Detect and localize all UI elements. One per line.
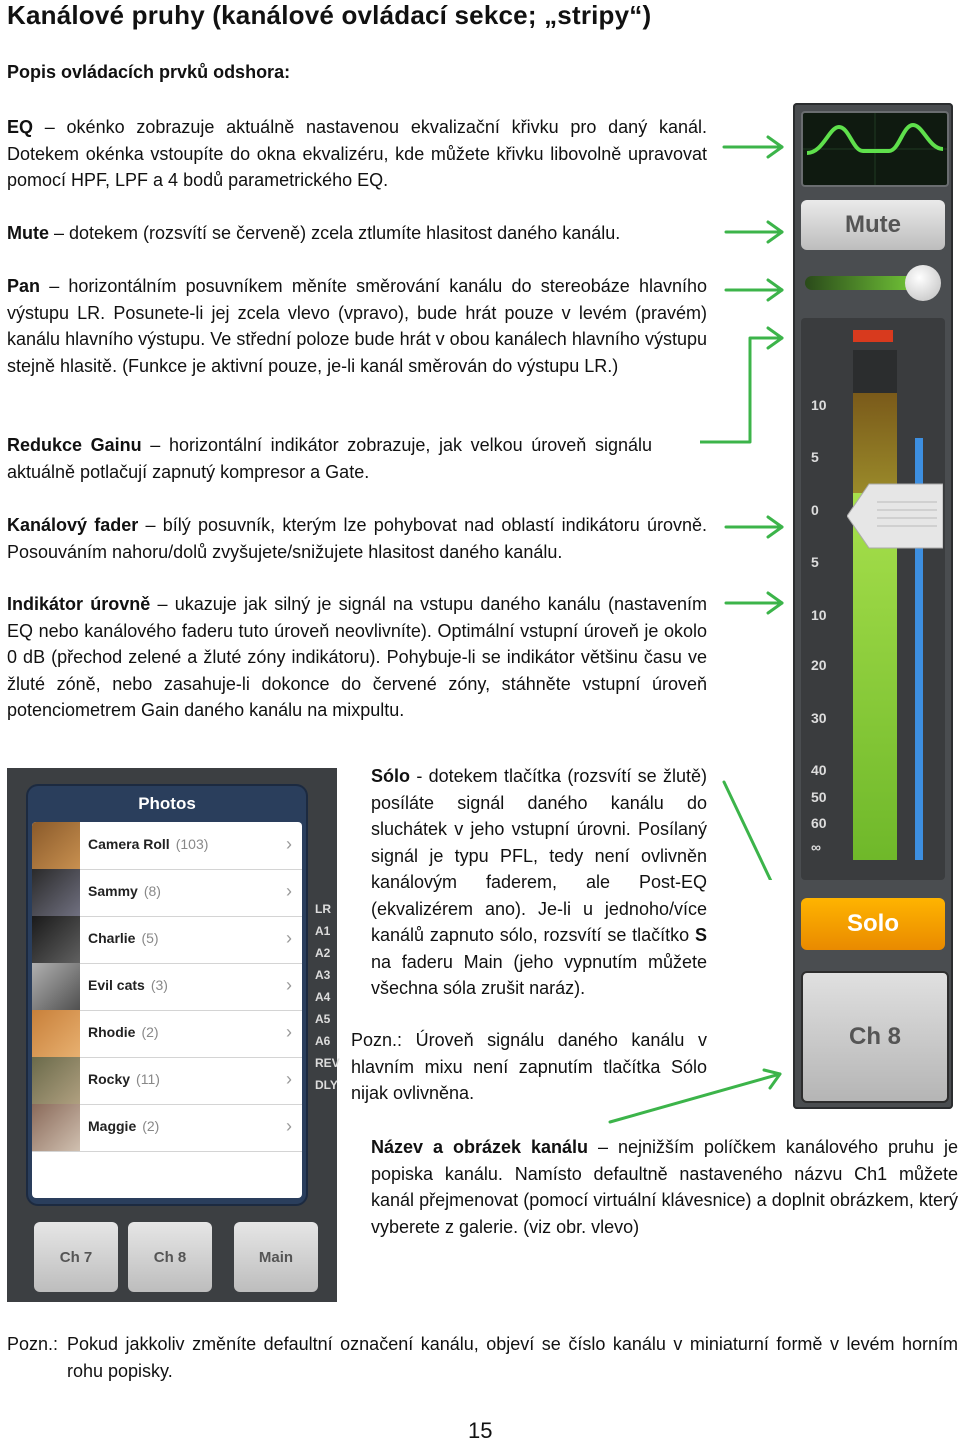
channel-button-ch7[interactable]: Ch 7 <box>34 1222 118 1292</box>
meter-scale-label: ∞ <box>811 839 821 855</box>
album-thumbnail <box>32 963 80 1010</box>
meter-text: – ukazuje jak silný je signál na vstupu daného kanálu (nastavením EQ nebo kanálového faderu tuto úroveň neovlivníte). Optimální vstupní úroveň je okolo 0 dB (přechod zelené a žluté zóny indikátoru). Pohybuje-li se indikátor většinu času ve žluté zóně, nebo zasahuje-li dokonce do červené zóny, stáhněte vstupní úroveň potenciometrem Gain daného kanálu na mixpultu. <box>7 594 707 720</box>
album-label: Evil cats (3) <box>88 977 168 993</box>
solo-paragraph <box>371 763 707 1002</box>
side-label: A1 <box>315 924 331 938</box>
album-row[interactable] <box>32 869 302 917</box>
meter-term: Indikátor úrovně <box>7 594 151 614</box>
chevron-right-icon: › <box>286 928 292 948</box>
channel-button-main[interactable]: Main <box>234 1222 318 1292</box>
footnote-text: Pokud jakkoliv změníte defaultní označení kanálu, objeví se číslo kanálu v miniaturní formě v levém horním rohu popisky. <box>67 1334 958 1381</box>
gain-term: Redukce Gainu <box>7 435 142 455</box>
pan-slider[interactable] <box>801 268 945 298</box>
photos-popover <box>28 786 306 1204</box>
section-subheading: Popis ovládacích prvků odshora: <box>7 62 291 82</box>
meter-scale-label: 10 <box>811 397 827 413</box>
solo-s-key: S <box>694 925 707 945</box>
fader-term: Kanálový fader <box>7 515 139 535</box>
fader-paragraph <box>7 512 707 565</box>
arrow-fader-icon <box>726 517 782 537</box>
solo-text-1: - dotekem tlačítka (rozsvítí se žlutě) posíláte signál daného kanálu do sluchátek v jeho vstupní úrovni. Posílaný signál je typu PFL, tedy není ovlivněn kanálovým faderem, ale Post-EQ (ekvalizérem ano). Je-li u jednoho/více kanálů zapnuto sólo, rozsvítí se tlačítko <box>371 766 707 945</box>
name-paragraph <box>371 1134 958 1240</box>
solo-note: Pozn.: Úroveň signálu daného kanálu v hlavním mixu není zapnutím tlačítka Sólo nijak ovlivněna. <box>351 1030 707 1103</box>
album-thumbnail <box>32 1010 80 1057</box>
eq-window[interactable] <box>801 111 949 187</box>
album-row[interactable] <box>32 1010 302 1058</box>
callout-arrows <box>700 120 800 880</box>
level-meter-yellow-zone <box>853 393 897 493</box>
album-row[interactable] <box>32 963 302 1011</box>
meter-scale-label: 50 <box>811 789 827 805</box>
album-row[interactable] <box>32 1057 302 1105</box>
meter-scale-label: 0 <box>811 502 819 518</box>
solo-term: Sólo <box>371 766 410 786</box>
album-thumbnail <box>32 1057 80 1104</box>
album-label: Camera Roll (103) <box>88 836 209 852</box>
fader-knob[interactable] <box>847 480 943 552</box>
channel-name-button[interactable]: Ch 8 <box>801 971 949 1103</box>
meter-scale-label: 20 <box>811 657 827 673</box>
footnote-label: Pozn.: <box>7 1334 59 1354</box>
meter-paragraph <box>7 591 707 724</box>
arrow-meter-icon <box>726 593 782 613</box>
pan-term: Pan <box>7 276 41 296</box>
album-label: Sammy (8) <box>88 883 161 899</box>
side-label: A6 <box>315 1034 331 1048</box>
album-label: Rhodie (2) <box>88 1024 159 1040</box>
arrow-eq-icon <box>724 137 782 157</box>
album-row[interactable] <box>32 916 302 964</box>
meter-scale-label: 5 <box>811 449 819 465</box>
chevron-right-icon: › <box>286 1022 292 1042</box>
fader-text: – bílý posuvník, kterým lze pohybovat nad oblastí indikátoru úrovně. Posouváním nahoru/dolů zvyšujete/snižujete hlasitost daného kanálu. <box>7 515 707 562</box>
meter-scale-label: 10 <box>811 607 827 623</box>
album-thumbnail <box>32 916 80 963</box>
eq-text: – okénko zobrazuje aktuálně nastavenou ekvalizační křivku pro daný kanál. Dotekem okénka vstoupíte do okna ekvalizéru, kde můžete křivku libovolně upravovat pomocí HPF, LPF a 4 bodů parametrického EQ. <box>7 117 707 190</box>
photos-title: Photos <box>138 794 196 813</box>
chevron-right-icon: › <box>286 881 292 901</box>
channel-strip <box>793 103 953 1109</box>
meter-scale-label: 5 <box>811 554 819 570</box>
eq-paragraph <box>7 114 707 194</box>
eq-curve-icon <box>803 113 947 185</box>
album-row[interactable] <box>32 1104 302 1152</box>
chevron-right-icon: › <box>286 1116 292 1136</box>
album-row[interactable] <box>32 822 302 870</box>
pan-knob[interactable] <box>905 265 941 301</box>
mute-text: – dotekem (rozsvítí se červeně) zcela ztlumíte hlasitost daného kanálu. <box>49 223 621 243</box>
solo-button[interactable]: Solo <box>801 898 945 950</box>
mute-paragraph <box>7 220 707 247</box>
gain-text: – horizontální indikátor zobrazuje, jak velkou úroveň signálu aktuálně potlačují zapnutý kompresor a Gate. <box>7 435 652 482</box>
album-thumbnail <box>32 1104 80 1151</box>
mute-term: Mute <box>7 223 49 243</box>
mute-button[interactable]: Mute <box>801 200 945 250</box>
side-label: A3 <box>315 968 331 982</box>
fader-handle-icon <box>847 480 943 552</box>
channel-button-ch8[interactable]: Ch 8 <box>128 1222 212 1292</box>
side-label: DLY <box>315 1078 338 1092</box>
pan-paragraph <box>7 273 707 379</box>
meter-scale-label: 30 <box>811 710 827 726</box>
album-label: Charlie (5) <box>88 930 159 946</box>
eq-term: EQ <box>7 117 34 137</box>
meter-scale-label: 40 <box>811 762 827 778</box>
arrow-mute-icon <box>726 222 782 242</box>
side-label: A2 <box>315 946 331 960</box>
arrow-gain-icon <box>700 328 782 442</box>
gain-reduction-indicator <box>853 330 893 342</box>
album-list <box>32 822 302 1198</box>
side-label: A5 <box>315 1012 331 1026</box>
album-thumbnail <box>32 869 80 916</box>
chevron-right-icon: › <box>286 834 292 854</box>
side-label: REV <box>315 1056 340 1070</box>
album-label: Maggie (2) <box>88 1118 160 1134</box>
side-label: LR <box>315 902 331 916</box>
album-thumbnail <box>32 822 80 869</box>
side-label: A4 <box>315 990 331 1004</box>
level-meter-area <box>801 318 945 880</box>
gain-paragraph <box>7 432 652 485</box>
pan-text: – horizontálním posuvníkem měníte směrování kanálu do stereobáze hlavního výstupu LR. Posunete-li jej zcela vlevo (vpravo), bude hrát pouze v levém (pravém) kanálu hlavního výstupu. Ve střední poloze bude hrát v obou kanálech hlavního výstupu stejně hlasitě. (Funkce je aktivní pouze, je-li kanál směrován do výstupu LR.) <box>7 276 707 376</box>
meter-scale-label: 60 <box>811 815 827 831</box>
page-number: 15 <box>468 1418 493 1443</box>
solo-text-2: na faderu Main (jeho vypnutím můžete všechna sóla zrušit naráz). <box>371 951 707 998</box>
name-term: Název a obrázek kanálu <box>371 1137 588 1157</box>
arrow-pan-icon <box>726 280 782 300</box>
arrow-name-icon <box>600 1060 800 1130</box>
arrow-solo-icon <box>724 782 782 880</box>
page-title: Kanálové pruhy (kanálové ovládací sekce; „stripy“) <box>7 0 652 30</box>
album-label: Rocky (11) <box>88 1071 160 1087</box>
name-text: – nejnižším políčkem kanálového pruhu je popiska kanálu. Namísto defaultně nastaveného názvu Ch1 můžete kanál přejmenovat (pomocí virtuální klávesnice) a doplnit obrázkem, který vyberete z galerie. (viz obr. vlevo) <box>371 1137 958 1237</box>
chevron-right-icon: › <box>286 975 292 995</box>
chevron-right-icon: › <box>286 1069 292 1089</box>
